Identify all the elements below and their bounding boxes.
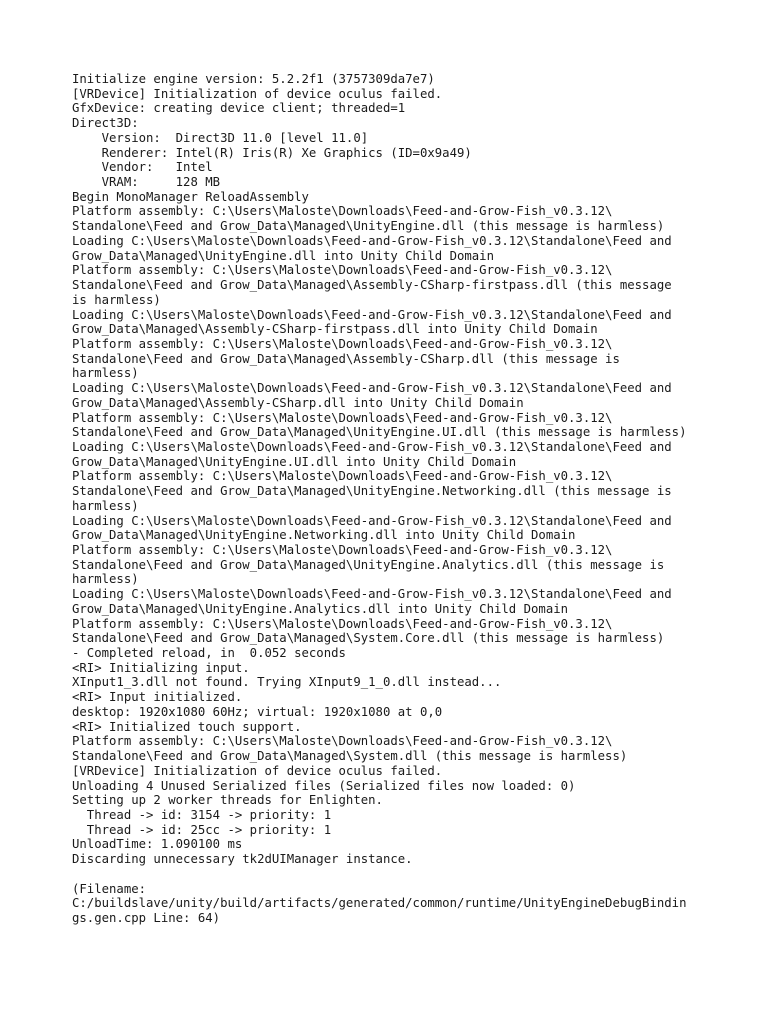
- log-line: Platform assembly: C:\Users\Maloste\Downloads\Feed-and-Grow-Fish_v0.3.12\: [72, 204, 613, 219]
- log-line: [72, 867, 702, 882]
- log-line: [VRDevice] Initialization of device oculus failed.: [72, 763, 443, 778]
- log-line: Platform assembly: C:\Users\Maloste\Downloads\Feed-and-Grow-Fish_v0.3.12\: [72, 263, 613, 278]
- log-line: Platform assembly: C:\Users\Maloste\Downloads\Feed-and-Grow-Fish_v0.3.12\: [72, 410, 613, 425]
- log-line: Grow_Data\Managed\UnityEngine.dll into Unity Child Domain: [72, 248, 494, 263]
- log-line: XInput1_3.dll not found. Trying XInput9_1_0.dll instead...: [72, 675, 502, 690]
- log-line: Begin MonoManager ReloadAssembly: [72, 189, 309, 204]
- log-line: [VRDevice] Initialization of device oculus failed.: [72, 86, 443, 101]
- log-line: Thread -> id: 25cc -> priority: 1: [72, 822, 332, 837]
- log-line: Loading C:\Users\Maloste\Downloads\Feed-and-Grow-Fish_v0.3.12\Standalone\Feed and: [72, 513, 672, 528]
- log-line: Loading C:\Users\Maloste\Downloads\Feed-and-Grow-Fish_v0.3.12\Standalone\Feed and: [72, 439, 672, 454]
- log-line: Loading C:\Users\Maloste\Downloads\Feed-and-Grow-Fish_v0.3.12\Standalone\Feed and: [72, 307, 672, 322]
- log-line: (Filename:: [72, 881, 147, 896]
- log-line: Standalone\Feed and Grow_Data\Managed\UnityEngine.dll (this message is harmless): [72, 219, 665, 234]
- log-line: Discarding unnecessary tk2dUIManager instance.: [72, 852, 413, 867]
- log-line: Thread -> id: 3154 -> priority: 1: [72, 807, 332, 822]
- log-line: Version: Direct3D 11.0 [level 11.0]: [72, 130, 369, 145]
- log-line: <RI> Initializing input.: [72, 660, 250, 675]
- log-line: Platform assembly: C:\Users\Maloste\Downloads\Feed-and-Grow-Fish_v0.3.12\: [72, 336, 613, 351]
- log-line: Loading C:\Users\Maloste\Downloads\Feed-and-Grow-Fish_v0.3.12\Standalone\Feed and: [72, 233, 672, 248]
- log-line: Renderer: Intel(R) Iris(R) Xe Graphics (ID=0x9a49): [72, 145, 472, 160]
- log-line: Platform assembly: C:\Users\Maloste\Downloads\Feed-and-Grow-Fish_v0.3.12\: [72, 734, 613, 749]
- log-line: Standalone\Feed and Grow_Data\Managed\System.Core.dll (this message is harmless): [72, 631, 665, 646]
- log-line: gs.gen.cpp Line: 64): [72, 910, 221, 925]
- log-line: C:/buildslave/unity/build/artifacts/generated/common/runtime/UnityEngineDebugBindin: [72, 896, 687, 911]
- log-line: Unloading 4 Unused Serialized files (Serialized files now loaded: 0): [72, 778, 576, 793]
- log-line: Platform assembly: C:\Users\Maloste\Downloads\Feed-and-Grow-Fish_v0.3.12\: [72, 543, 613, 557]
- log-line: harmless): [72, 366, 139, 381]
- log-line: Standalone\Feed and Grow_Data\Managed\UnityEngine.Networking.dll (this message is: [72, 484, 672, 499]
- log-line: <RI> Input initialized.: [72, 690, 243, 705]
- log-line: VRAM: 128 MB: [72, 175, 221, 190]
- log-line: - Completed reload, in 0.052 seconds: [72, 646, 346, 661]
- log-line: is harmless): [72, 292, 161, 307]
- log-line: Grow_Data\Managed\UnityEngine.Networking.dll into Unity Child Domain: [72, 528, 576, 543]
- log-line: Standalone\Feed and Grow_Data\Managed\UnityEngine.UI.dll (this message is harmless): [72, 425, 687, 440]
- log-line: Grow_Data\Managed\UnityEngine.UI.dll into Unity Child Domain: [72, 454, 517, 469]
- log-line: Standalone\Feed and Grow_Data\Managed\Assembly-CSharp.dll (this message is: [72, 351, 620, 366]
- log-line: Loading C:\Users\Maloste\Downloads\Feed-and-Grow-Fish_v0.3.12\Standalone\Feed and: [72, 587, 672, 602]
- log-line: <RI> Initialized touch support.: [72, 719, 302, 734]
- log-line: Platform assembly: C:\Users\Maloste\Downloads\Feed-and-Grow-Fish_v0.3.12\: [72, 616, 613, 631]
- log-line: Grow_Data\Managed\UnityEngine.Analytics.dll into Unity Child Domain: [72, 601, 569, 616]
- log-line: Standalone\Feed and Grow_Data\Managed\UnityEngine.Analytics.dll (this message is: [72, 557, 665, 572]
- log-line: Direct3D:: [72, 116, 139, 131]
- log-line: Platform assembly: C:\Users\Maloste\Downloads\Feed-and-Grow-Fish_v0.3.12\: [72, 469, 613, 484]
- log-line: Setting up 2 worker threads for Enlighten.: [72, 793, 383, 808]
- log-line: UnloadTime: 1.090100 ms: [72, 837, 243, 852]
- log-line: GfxDevice: creating device client; threaded=1: [72, 101, 406, 116]
- log-line: Grow_Data\Managed\Assembly-CSharp-firstpass.dll into Unity Child Domain: [72, 322, 598, 337]
- log-line: Standalone\Feed and Grow_Data\Managed\Assembly-CSharp-firstpass.dll (this message: [72, 278, 672, 293]
- log-line: Initialize engine version: 5.2.2f1 (3757309da7e7): [72, 72, 435, 86]
- document-page: [72, 72, 702, 926]
- log-text: [72, 72, 702, 926]
- log-line: Grow_Data\Managed\Assembly-CSharp.dll into Unity Child Domain: [72, 395, 524, 410]
- log-line: Loading C:\Users\Maloste\Downloads\Feed-and-Grow-Fish_v0.3.12\Standalone\Feed and: [72, 381, 672, 396]
- log-line: Standalone\Feed and Grow_Data\Managed\System.dll (this message is harmless): [72, 749, 628, 764]
- log-line: harmless): [72, 498, 139, 513]
- log-line: desktop: 1920x1080 60Hz; virtual: 1920x1080 at 0,0: [72, 704, 443, 719]
- log-line: Vendor: Intel: [72, 160, 213, 175]
- log-line: harmless): [72, 572, 139, 587]
